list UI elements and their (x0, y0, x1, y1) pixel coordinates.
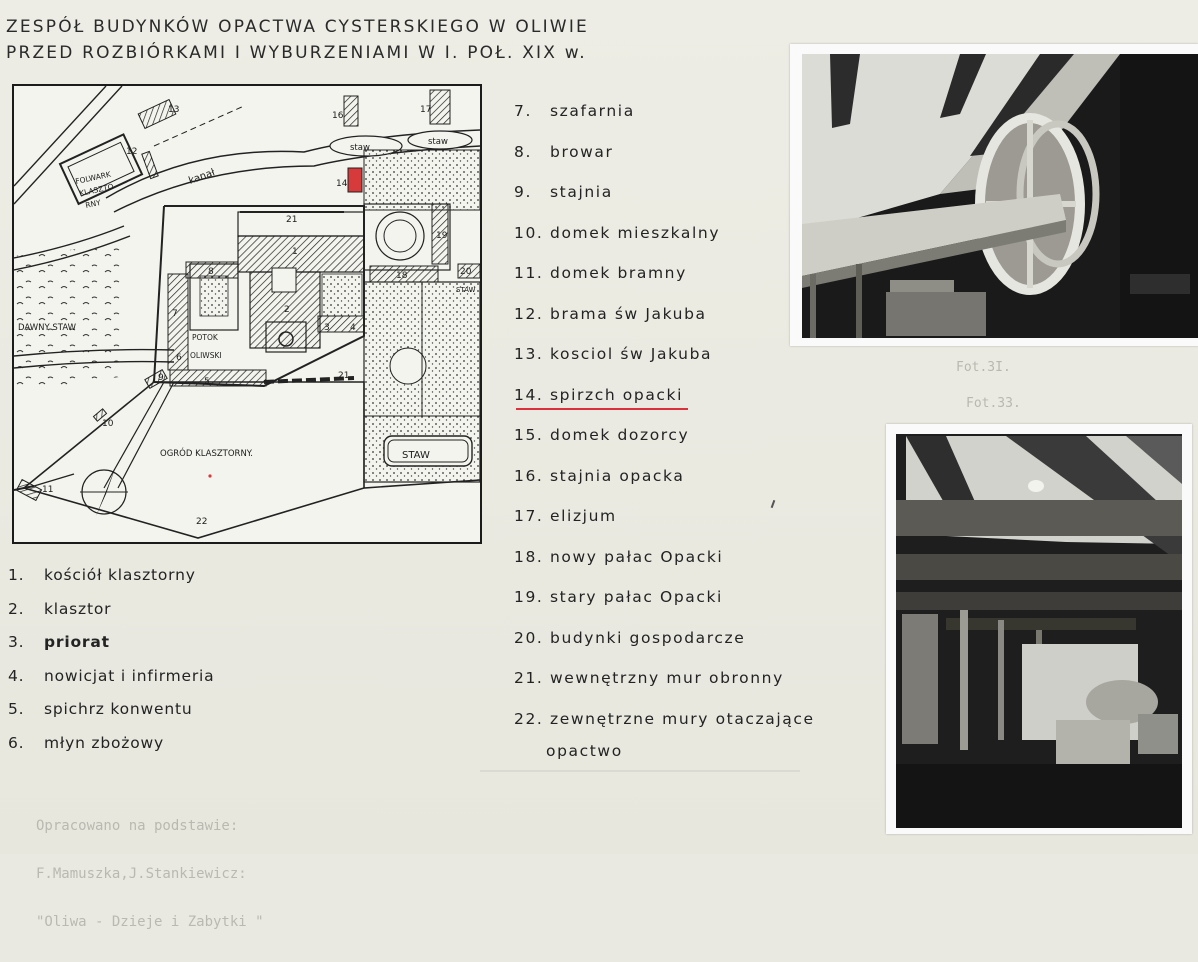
label-folwark-3: RNY (84, 197, 102, 210)
bldg-num-21-bottom: 21 (338, 371, 350, 381)
photo-wooden-wheel (790, 44, 1198, 346)
label-potok-1: POTOK (192, 333, 218, 342)
legend-item (514, 669, 815, 710)
legend-list-left (8, 566, 214, 767)
photo-attic-interior (886, 424, 1192, 834)
legend-number: 21. (514, 669, 544, 687)
photo-caption-1: Fot.3I. (956, 360, 1011, 375)
label-kanal: kanał (187, 167, 217, 187)
bldg-num-11: 11 (42, 485, 54, 495)
legend-item (8, 633, 214, 667)
legend-item (8, 566, 214, 600)
legend-item (514, 224, 815, 265)
legend-number: 12. (514, 304, 544, 323)
photo-attic-interior-image (886, 424, 1192, 834)
label-staw-right-mid: STAW (456, 286, 476, 294)
bldg-num-6: 6 (176, 353, 182, 363)
bldg-num-20: 20 (460, 267, 472, 277)
legend-number: 9. (514, 183, 532, 201)
legend-text: stary pałac Opacki (550, 588, 723, 606)
legend-item (514, 426, 815, 467)
source-line-3: "Oliwa - Dzieje i Zabytki " (36, 914, 264, 930)
title-line-1: ZESPÓŁ BUDYNKÓW OPACTWA CYSTERSKIEGO W OLIWIE (6, 17, 589, 37)
legend-item (514, 264, 815, 305)
label-dawny-staw: DAWNY STAW (18, 323, 77, 333)
bldg-num-12: 12 (126, 147, 138, 157)
legend-number: 8. (514, 142, 532, 161)
legend-text: wewnętrzny mur obronny (550, 669, 784, 687)
label-staw-bottom: STAW (402, 450, 430, 461)
legend-number: 17. (514, 507, 544, 525)
label-folwark-2: KLASZTO (78, 181, 115, 198)
legend-item (514, 742, 815, 783)
bldg-num-1: 1 (292, 247, 298, 257)
legend-item (514, 507, 815, 548)
legend-item (514, 629, 815, 670)
legend-number: 20. (514, 628, 544, 647)
bldg-num-17: 17 (420, 105, 432, 115)
legend-number: 4. (8, 666, 25, 685)
legend-item (514, 102, 815, 143)
site-plan-map (12, 84, 482, 544)
bldg-num-7: 7 (172, 309, 178, 319)
title-line-2: PRZED ROZBIÓRKAMI I WYBURZENIAMI W I. POŁ. XIX w. (6, 43, 587, 63)
legend-number: 2. (8, 599, 25, 618)
legend-item (514, 143, 815, 184)
legend-number: 10. (514, 223, 544, 242)
bldg-num-8: 8 (208, 267, 214, 277)
label-staw-top: staw (350, 143, 370, 153)
legend-text: priorat (44, 633, 110, 651)
legend-item (514, 305, 815, 346)
legend-item (514, 710, 815, 742)
legend-text: młyn zbożowy (44, 733, 164, 752)
legend-number: 15. (514, 426, 544, 444)
legend-list-right (514, 102, 815, 782)
legend-text: domek mieszkalny (550, 223, 721, 242)
photo-caption-2: Fot.33. (966, 396, 1021, 411)
legend-number: 16. (514, 466, 544, 485)
legend-number: 6. (8, 733, 25, 752)
legend-text: nowy pałac Opacki (550, 547, 724, 566)
legend-number: 18. (514, 547, 544, 566)
legend-text: browar (550, 142, 614, 161)
bldg-num-14: 14 (336, 179, 348, 189)
page-title (6, 14, 589, 66)
label-potok-2: OLIWSKI (190, 351, 222, 360)
legend-number: 13. (514, 345, 544, 363)
legend-text: kosciol św Jakuba (550, 345, 713, 363)
legend-item-highlighted (514, 386, 815, 427)
legend-number: 14. (514, 385, 544, 404)
legend-text: domek bramny (550, 264, 687, 282)
bldg-num-5: 5 (204, 377, 210, 387)
legend-item (514, 588, 815, 629)
source-line-2: F.Mamuszka,J.Stankiewicz: (36, 866, 247, 882)
legend-number: 22. (514, 709, 544, 728)
legend-text: stajnia opacka (550, 466, 685, 485)
legend-text: nowicjat i infirmeria (44, 666, 215, 685)
bldg-num-19: 19 (436, 231, 448, 241)
legend-number: 5. (8, 700, 25, 718)
source-line-1: Opracowano na podstawie: (36, 818, 239, 834)
bldg-num-13: 13 (168, 105, 180, 115)
legend-text: brama św Jakuba (550, 304, 707, 323)
legend-text: opactwo (546, 741, 623, 760)
photo-wooden-wheel-image (790, 44, 1198, 346)
legend-number: 3. (8, 633, 25, 651)
bldg-num-21-top: 21 (286, 215, 298, 225)
highlight-building-14 (348, 168, 362, 192)
bldg-num-16: 16 (332, 111, 344, 121)
legend-number: 11. (514, 264, 544, 282)
source-note (36, 786, 264, 962)
legend-item (8, 600, 214, 634)
legend-text: budynki gospodarcze (550, 628, 746, 647)
bldg-num-10: 10 (102, 419, 114, 429)
label-staw-right-top: staw (428, 137, 448, 147)
legend-item (8, 734, 214, 768)
panel-edge (480, 770, 800, 772)
bldg-num-18: 18 (396, 271, 408, 281)
bldg-num-4: 4 (350, 323, 356, 333)
legend-number: 1. (8, 566, 25, 584)
legend-item (514, 345, 815, 386)
legend-text: stajnia (550, 183, 613, 201)
bldg-num-2: 2 (284, 305, 290, 315)
legend-text: szafarnia (550, 102, 635, 120)
legend-text: kościół klasztorny (44, 566, 196, 584)
legend-item (514, 467, 815, 508)
site-plan-drawing (14, 86, 480, 542)
legend-text: spirzch opacki (550, 385, 684, 404)
legend-text: domek dozorcy (550, 426, 690, 444)
legend-item (8, 667, 214, 701)
bldg-num-3: 3 (324, 323, 330, 333)
legend-text: spichrz konwentu (44, 700, 193, 718)
legend-item (8, 700, 214, 734)
legend-number: 7. (514, 102, 532, 120)
legend-text: elizjum (550, 507, 617, 525)
legend-text: klasztor (44, 599, 112, 618)
bldg-num-9: 9 (158, 373, 164, 383)
label-ogrod: OGRÓD KLASZTORNY. (160, 449, 253, 459)
bldg-num-22: 22 (196, 517, 208, 527)
legend-number: 19. (514, 588, 544, 606)
label-folwark-1: FOLWARK (74, 169, 112, 186)
legend-item (514, 548, 815, 589)
legend-item (514, 183, 815, 224)
legend-text: zewnętrzne mury otaczające (550, 709, 815, 728)
